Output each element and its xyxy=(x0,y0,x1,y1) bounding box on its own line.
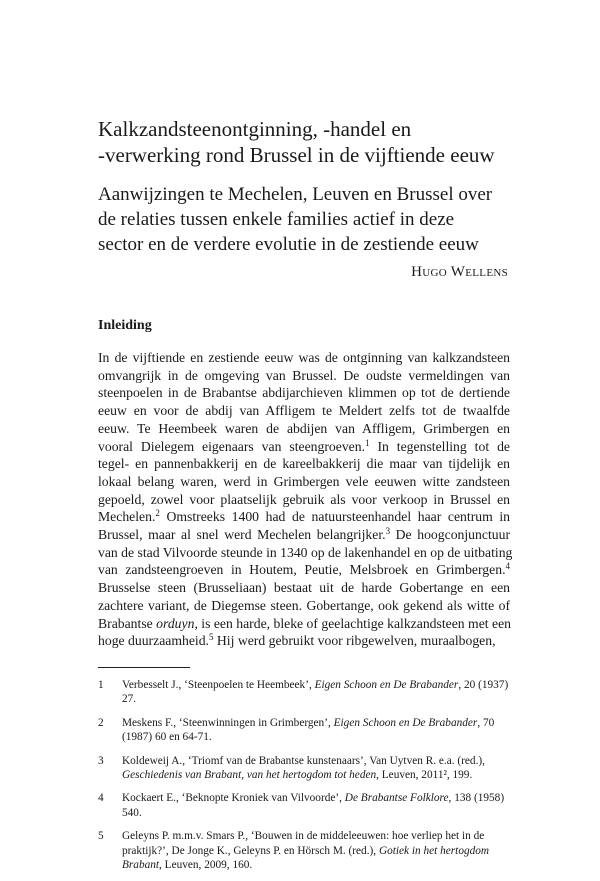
footnote xyxy=(98,829,510,872)
footnote-number: 1 xyxy=(98,679,104,691)
footnote-ref[interactable]: 1 xyxy=(365,437,370,448)
footnote-number: 2 xyxy=(98,716,104,729)
article-title xyxy=(98,116,538,168)
footnote-ref[interactable]: 4 xyxy=(505,561,510,572)
body-text-run: Omstreeks 1400 had de natuursteenhandel haar centrum in xyxy=(159,509,510,525)
body-line: van de stad Vilvoorde steunde in 1340 op de lakenhandel en op de uitbating xyxy=(98,544,513,560)
footnotes xyxy=(98,678,510,881)
body-line: gepoeld, zowel voor plaatselijk gebruik als voor verkoop in Brussel en xyxy=(98,491,510,507)
footnote-ref[interactable]: 2 xyxy=(155,508,160,519)
body-text-run: Hij werd gebruikt voor ribgewelven, muraalbogen, xyxy=(216,633,496,649)
footnote xyxy=(98,791,510,820)
body-text-run: Brussel, maar al snel werd Mechelen belangrijker. xyxy=(98,527,386,543)
footnote-ref[interactable]: 3 xyxy=(385,526,391,537)
body-line: In de vijftiende en zestiende eeuw was de ontginning van kalkzandsteen xyxy=(98,350,510,365)
body-line: eeuw. Te Heembeek waren de abdijen van Affligem, Grimbergen en xyxy=(98,420,510,436)
footnote-text: Verbesselt J., ‘Steenpoelen te Heembeek’, Eigen Schoon en De Brabander, 20 (1937) 27. xyxy=(122,679,509,706)
subtitle-line: sector en de verdere evolutie in de zestiende eeuw xyxy=(98,234,479,255)
footnote-text: Kockaert E., ‘Beknopte Kroniek van Vilvoorde’, De Brabantse Folklore, 138 (1958) 540. xyxy=(122,792,505,819)
author-name: Hugo Wellens xyxy=(411,264,508,280)
body-line xyxy=(98,615,510,633)
body-line: Brusselse steen (Brusseliaan) bestaat uit de harde Gobertange en een xyxy=(98,580,510,596)
article-subtitle xyxy=(98,182,538,257)
footnote-text: Meskens F., ‘Steenwinningen in Grimbergen’, Eigen Schoon en De Brabander, 70 (1987) 60 en 64-71. xyxy=(122,716,495,744)
footnote xyxy=(98,716,510,745)
section-heading: Inleiding xyxy=(98,318,152,333)
title-line: -verwerking rond Brussel in de vijftiende eeuw xyxy=(98,143,495,167)
body-line xyxy=(98,526,510,544)
footnote-number: 4 xyxy=(98,792,104,805)
body-text-run: In tegenstelling tot de xyxy=(369,438,510,454)
footnote-text: Koldeweij A., ‘Triomf van de Brabantse kunstenaars’, Van Uytven R. e.a. (red.), Geschiedenis van Brabant, van het hertogdom tot heden, Leuven, 2011², 199. xyxy=(122,754,485,782)
body-line: steenpoelen in de Brabantse abdijarchieven klimmen op tot de dertiende xyxy=(98,385,510,401)
title-line: Kalkzandsteenontginning, -handel en xyxy=(98,117,412,141)
body-line xyxy=(98,632,510,650)
body-text-run: Mechelen. xyxy=(98,509,156,525)
body-line: tegel- en pannenbakkerij en de kareelbakkerij die maar van tijdelijk en xyxy=(98,456,510,472)
body-line: lokaal belang waren, werd in Grimbergen vele eeuwen witte zandsteen xyxy=(98,473,510,489)
body-line xyxy=(98,561,510,579)
body-text xyxy=(98,349,513,650)
body-line: omvangrijk in de omgeving van Brussel. De oudste vermeldingen van xyxy=(98,367,510,383)
body-italic-term: orduyn xyxy=(156,615,195,631)
body-line xyxy=(98,438,510,456)
footnote-text: Geleyns P. m.m.v. Smars P., ‘Bouwen in de middeleeuwen: hoe verliep het in de praktijk?’, De Jonge K., Geleyns P. en Hörsch M. (red.), Gotiek in het hertogdom Brabant, Leuven, 2009, 160. xyxy=(122,830,490,872)
footnote-divider xyxy=(98,667,190,668)
body-text-run: hoge duurzaamheid. xyxy=(98,633,209,649)
body-text-run: vooral Dielegem eigenaars van steengroeven. xyxy=(98,438,366,454)
subtitle-line: de relaties tussen enkele families actief in deze xyxy=(98,209,455,230)
footnote xyxy=(98,754,510,783)
body-line: eeuw en voor de abdij van Affligem te Meldert zelfs tot de twaalfde xyxy=(98,403,510,419)
footnote xyxy=(98,678,510,707)
footnote-ref[interactable]: 5 xyxy=(208,632,214,643)
footnote-number: 3 xyxy=(98,754,104,767)
body-line xyxy=(98,508,510,526)
footnote-number: 5 xyxy=(98,830,104,843)
body-text-run: De hoogconjunctuur xyxy=(390,527,510,543)
subtitle-line: Aanwijzingen te Mechelen, Leuven en Brussel over xyxy=(98,184,493,205)
body-text-run: Brabantse xyxy=(98,615,157,631)
body-text-run: , is een harde, bleke of geelachtige kalkzandsteen met een xyxy=(194,615,512,631)
body-line: zachtere variant, de Diegemse steen. Gobertange, ook gekend als witte of xyxy=(98,597,510,613)
body-text-run: van zandsteengroeven in Houtem, Peutie, Melsbroek en Grimbergen. xyxy=(98,562,506,578)
